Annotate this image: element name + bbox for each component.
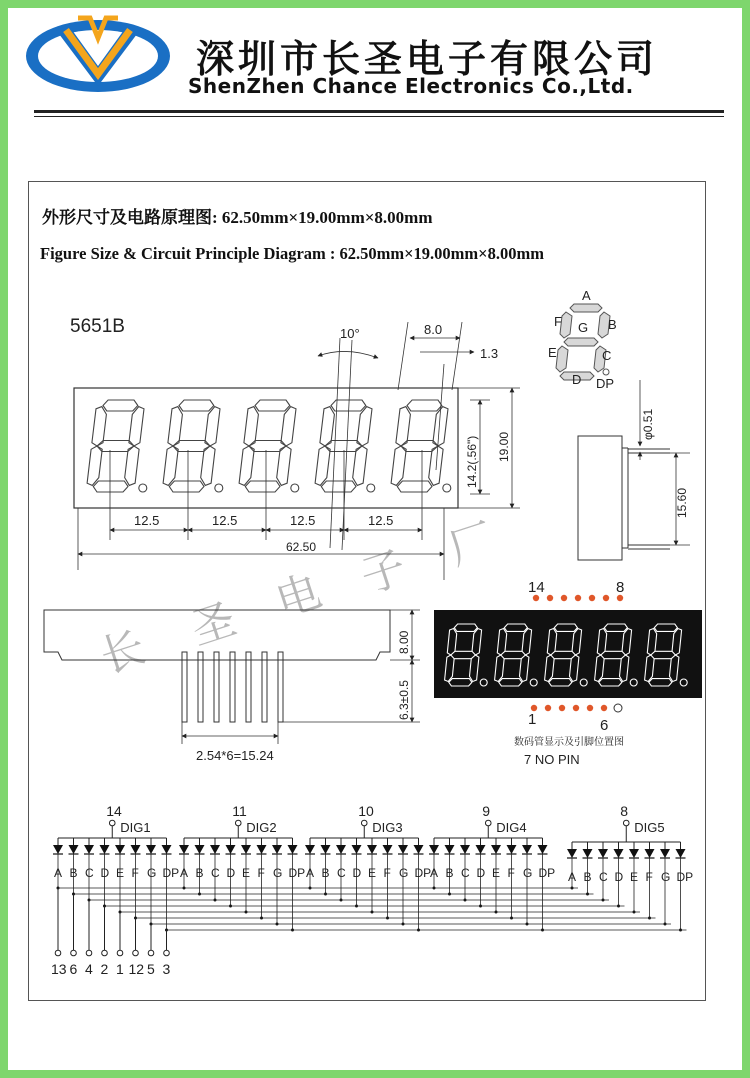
figure-title-cn: 外形尺寸及电路原理图: 62.50mm×19.00mm×8.00mm: [42, 208, 433, 227]
legend-seg-e: [556, 346, 568, 372]
front-digit-2-dp: [215, 484, 223, 492]
black-digit-1-seg-d: [449, 679, 472, 686]
pin-dot-bottom: [587, 705, 593, 711]
black-digit-3-seg-a: [554, 624, 577, 631]
front-digit-2-seg-a: [179, 400, 214, 411]
digit-height-label: 14.2(.56"): [465, 435, 479, 488]
segment-label: C: [337, 866, 346, 880]
segment-label: G: [523, 866, 533, 880]
led-diode: [288, 845, 298, 854]
segment-label: E: [492, 866, 501, 880]
segment-pin-number: 4: [85, 961, 93, 977]
segment-label: G: [661, 870, 671, 884]
black-digit-2-dp: [530, 679, 537, 686]
front-digit-1-seg-d: [93, 481, 128, 492]
led-diode: [476, 845, 486, 854]
led-diode: [257, 845, 267, 854]
front-digit-5-seg-e: [391, 446, 406, 485]
front-digit-5-seg-a: [407, 400, 442, 411]
led-diode: [336, 845, 346, 854]
pin-dot-bottom: [559, 705, 565, 711]
segment-label: B: [69, 866, 78, 880]
front-digit-4-seg-b: [357, 407, 372, 446]
segment-label: B: [195, 866, 204, 880]
pin-diameter-label: φ0.51: [641, 408, 655, 440]
led-diode: [538, 845, 548, 854]
segment-label: C: [211, 866, 220, 880]
digit-pin-terminal: [235, 820, 241, 826]
digit-pin-terminal: [623, 820, 629, 826]
digit-label: DIG5: [634, 820, 665, 835]
front-digit-group: [87, 400, 451, 492]
front-digit-4-seg-e: [315, 446, 330, 485]
segment-pin-number: 2: [100, 961, 109, 977]
led-diode: [146, 845, 156, 854]
bottom-pin: [214, 652, 219, 722]
led-diode: [491, 845, 501, 854]
segment-pin-terminal: [55, 950, 61, 956]
digit-pin-number: 14: [106, 803, 122, 819]
led-diode: [115, 845, 125, 854]
led-diode: [352, 845, 362, 854]
led-diode: [53, 845, 63, 854]
pin-dot-top: [603, 595, 609, 601]
pin-label-14: 14: [528, 579, 545, 596]
watermark-char: 长: [94, 621, 152, 684]
pin-label-8: 8: [616, 579, 625, 596]
front-digit-2-seg-d: [169, 481, 204, 492]
front-digit-3-seg-b: [281, 407, 296, 446]
led-diode: [162, 845, 172, 854]
segment-label: D: [614, 870, 624, 884]
pitch-label: 12.5: [212, 513, 238, 528]
digit-label: DIG1: [120, 820, 151, 835]
black-digit-3-dp: [580, 679, 587, 686]
front-digit-3-seg-e: [239, 446, 254, 485]
bottom-pin: [246, 652, 251, 722]
watermark-char: 厂: [442, 513, 501, 576]
black-digit-5-seg-d: [649, 679, 672, 686]
digit-label: DIG3: [372, 820, 403, 835]
bottom-pin: [182, 652, 187, 722]
black-digit-3-seg-d: [549, 679, 572, 686]
led-diode: [272, 845, 282, 854]
legend-label-dp: DP: [596, 376, 615, 391]
digit-label: DIG4: [496, 820, 527, 835]
digit-pin-terminal: [485, 820, 491, 826]
segment-label: A: [568, 870, 577, 884]
legend-seg-g: [564, 338, 598, 346]
pin-length-tolerance-label: 6.3±0.5: [397, 680, 411, 720]
segment-label: A: [306, 866, 315, 880]
led-diode: [84, 845, 94, 854]
legend-label-g: G: [578, 320, 589, 335]
watermark-char: 子: [354, 541, 413, 604]
led-diode: [507, 845, 517, 854]
bottom-pin: [278, 652, 283, 722]
pin-pitch-label: 2.54*6=15.24: [196, 748, 274, 763]
front-digit-3-dp: [291, 484, 299, 492]
front-digit-2-seg-b: [205, 407, 220, 446]
segment-label: A: [54, 866, 63, 880]
segment-label: D: [100, 866, 110, 880]
segment-label: F: [131, 866, 139, 880]
segment-label: DP: [288, 866, 306, 880]
front-digit-5-dp: [443, 484, 451, 492]
pin-dot-bottom: [573, 705, 579, 711]
segment-label: DP: [538, 866, 556, 880]
legend-label-d: D: [572, 372, 582, 387]
segment-label: B: [445, 866, 454, 880]
pitch-label: 12.5: [368, 513, 394, 528]
digit-pin-number: 9: [482, 803, 491, 819]
led-diode: [195, 845, 205, 854]
segment-label: DP: [676, 870, 694, 884]
segment-label: C: [461, 866, 470, 880]
company-name-en: ShenZhen Chance Electronics Co.,Ltd.: [188, 74, 634, 98]
led-diode: [414, 845, 424, 854]
segment-label: C: [85, 866, 94, 880]
black-digit-1-seg-a: [454, 624, 477, 631]
side-view: [578, 380, 690, 560]
legend-seg-a: [570, 304, 602, 312]
segment-pin-terminal: [164, 950, 170, 956]
front-digit-3-seg-d: [245, 481, 280, 492]
no-pin-dot: [614, 704, 622, 712]
segment-label: D: [226, 866, 236, 880]
front-digit-3-seg-a: [255, 400, 290, 411]
pin-dot-top: [575, 595, 581, 601]
front-digit-1-dp: [139, 484, 147, 492]
led-diode: [100, 845, 110, 854]
pin-dot-top: [589, 595, 595, 601]
digit-pin-number: 10: [358, 803, 374, 819]
led-diode: [567, 849, 577, 858]
black-digit-4-seg-d: [599, 679, 622, 686]
pin-diagram-caption: 数码管显示及引脚位置图: [514, 737, 624, 748]
front-digit-4-seg-d: [321, 481, 356, 492]
led-diode: [645, 849, 655, 858]
segment-legend: [548, 288, 617, 391]
led-diode: [583, 849, 593, 858]
led-diode: [210, 845, 220, 854]
black-digit-4-dp: [630, 679, 637, 686]
pitch-label: 12.5: [290, 513, 316, 528]
no-pin-note: 7 NO PIN: [524, 752, 580, 767]
segment-label: F: [257, 866, 265, 880]
total-width-label: 62.50: [286, 540, 317, 554]
black-digit-4-seg-g: [601, 651, 626, 658]
led-diode: [321, 845, 331, 854]
segment-label: C: [599, 870, 608, 884]
digit-label: DIG2: [246, 820, 277, 835]
company-name-cn: 深圳市长圣电子有限公司: [196, 37, 659, 81]
segment-pin-number: 3: [162, 961, 171, 977]
depth-label: 8.00: [397, 630, 411, 654]
segment-width-label: 8.0: [424, 322, 443, 337]
led-diode: [367, 845, 377, 854]
led-diode: [445, 845, 455, 854]
led-diode: [226, 845, 236, 854]
led-diode: [629, 849, 639, 858]
pitch-label: 12.5: [134, 513, 160, 528]
black-digit-2-seg-g: [501, 651, 526, 658]
segment-label: DP: [162, 866, 180, 880]
circuit-schematic: [51, 803, 693, 977]
digit-pin-number: 11: [232, 803, 247, 819]
led-diode: [241, 845, 251, 854]
pin-dot-top: [547, 595, 553, 601]
segment-label: F: [383, 866, 391, 880]
segment-pin-terminal: [133, 950, 139, 956]
black-digit-5-dp: [680, 679, 687, 686]
digit-pin-terminal: [361, 820, 367, 826]
led-diode: [179, 845, 189, 854]
segment-pin-number: 12: [128, 961, 145, 977]
segment-label: F: [507, 866, 515, 880]
led-diode: [660, 849, 670, 858]
segment-pin-terminal: [86, 950, 92, 956]
segment-label: A: [430, 866, 439, 880]
pitch-dimensions: [110, 450, 422, 540]
segment-pin-terminal: [71, 950, 77, 956]
pin-length-label: 15.60: [675, 487, 689, 518]
segment-pin-number: 13: [51, 961, 67, 977]
segment-pin-number: 1: [116, 961, 124, 977]
pin-position-diagram: [434, 579, 702, 767]
led-diode: [69, 845, 79, 854]
segment-label: E: [630, 870, 639, 884]
black-digit-1-dp: [480, 679, 487, 686]
segment-label: A: [180, 866, 189, 880]
led-diode: [676, 849, 686, 858]
segment-label: B: [583, 870, 592, 884]
front-digit-5-seg-d: [397, 481, 432, 492]
segment-stroke-label: 1.3: [480, 346, 499, 361]
legend-label-c: C: [602, 348, 612, 363]
bottom-pin: [230, 652, 235, 722]
led-diode: [398, 845, 408, 854]
pin-dot-top: [561, 595, 567, 601]
segment-label: D: [476, 866, 486, 880]
front-digit-1-seg-e: [87, 446, 102, 485]
segment-label: DP: [414, 866, 432, 880]
led-diode: [598, 849, 608, 858]
legend-label-f: F: [554, 314, 562, 329]
watermark-char: 圣: [184, 593, 243, 656]
led-diode: [614, 849, 624, 858]
legend-seg-dp: [603, 369, 609, 375]
led-diode: [305, 845, 315, 854]
segment-label: F: [645, 870, 653, 884]
pin-label-1: 1: [528, 711, 537, 728]
front-digit-1-seg-b: [129, 407, 144, 446]
model-number: 5651B: [70, 316, 125, 337]
led-diode: [522, 845, 532, 854]
segment-label: G: [147, 866, 157, 880]
figure-title-en: Figure Size & Circuit Principle Diagram : 62.50mm×19.00mm×8.00mm: [40, 244, 544, 263]
segment-label: G: [399, 866, 409, 880]
legend-label-e: E: [548, 345, 557, 360]
segment-label: D: [352, 866, 362, 880]
led-diode: [429, 845, 439, 854]
black-digit-3-seg-g: [551, 651, 576, 658]
bottom-pin: [262, 652, 267, 722]
angle-label: 10°: [340, 326, 360, 341]
black-digit-5-seg-g: [651, 651, 676, 658]
led-diode: [460, 845, 470, 854]
segment-label: E: [242, 866, 251, 880]
legend-label-a: A: [582, 288, 591, 303]
segment-pin-number: 5: [147, 961, 155, 977]
segment-label: E: [368, 866, 377, 880]
pin-dot-bottom: [601, 705, 607, 711]
segment-label: G: [273, 866, 283, 880]
black-digit-5-seg-a: [654, 624, 677, 631]
pin-label-6: 6: [600, 717, 609, 734]
segment-pin-terminal: [102, 950, 108, 956]
segment-label: E: [116, 866, 125, 880]
watermark-char: 电: [269, 565, 328, 628]
segment-pin-terminal: [117, 950, 123, 956]
segment-pin-number: 6: [69, 961, 78, 977]
led-diode: [383, 845, 393, 854]
black-digit-1-seg-g: [451, 651, 476, 658]
front-digit-2-seg-e: [163, 446, 178, 485]
black-digit-4-seg-a: [604, 624, 627, 631]
digit-pin-terminal: [109, 820, 115, 826]
black-digit-2-seg-a: [504, 624, 527, 631]
legend-label-b: B: [608, 317, 617, 332]
digit-pin-number: 8: [620, 803, 629, 819]
body-height-label: 19.00: [497, 431, 511, 462]
front-digit-1-seg-a: [103, 400, 138, 411]
black-digit-2-seg-d: [499, 679, 522, 686]
front-digit-4-dp: [367, 484, 375, 492]
bottom-pin: [198, 652, 203, 722]
led-diode: [131, 845, 141, 854]
segment-label: B: [321, 866, 330, 880]
pin-dot-bottom: [545, 705, 551, 711]
segment-pin-terminal: [148, 950, 154, 956]
